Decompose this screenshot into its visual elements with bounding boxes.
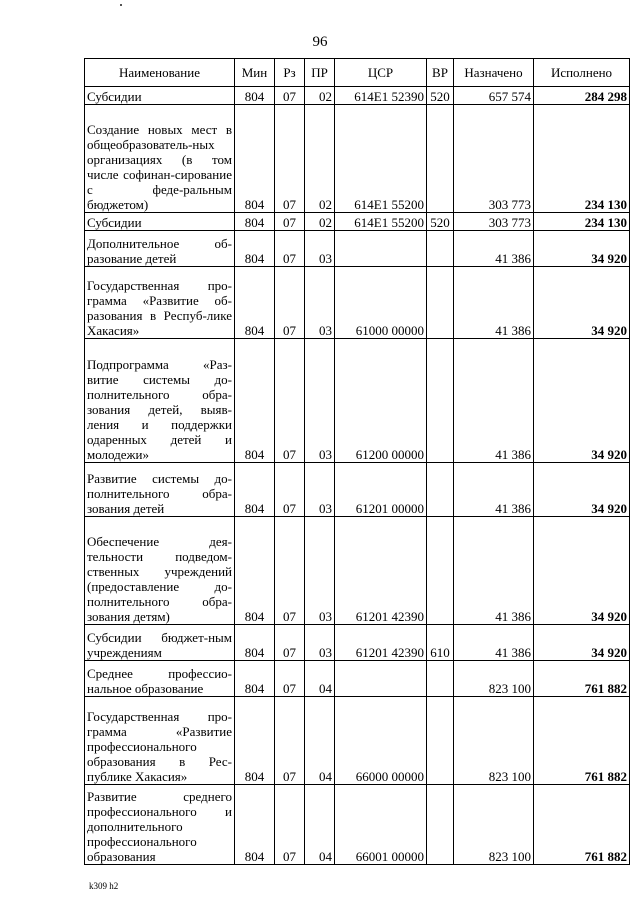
cell-pr: 03 xyxy=(305,625,335,661)
cell-pr: 04 xyxy=(305,661,335,697)
table-row xyxy=(85,625,630,661)
table-row xyxy=(85,213,630,231)
cell-rz: 07 xyxy=(275,267,305,339)
table-row xyxy=(85,87,630,105)
cell-pr: 03 xyxy=(305,231,335,267)
cell-rz: 07 xyxy=(275,105,305,213)
cell-name: Субсидии xyxy=(85,87,235,105)
table-row xyxy=(85,517,630,625)
cell-vr xyxy=(427,661,454,697)
cell-csr: 614Е1 55200 xyxy=(335,213,427,231)
cell-executed: 34 920 xyxy=(534,267,630,339)
table-row xyxy=(85,463,630,517)
cell-pr: 03 xyxy=(305,267,335,339)
cell-csr: 61201 00000 xyxy=(335,463,427,517)
page-number: 96 xyxy=(312,34,328,50)
cell-name: Среднее профессио-нальное образование xyxy=(85,661,235,697)
cell-rz: 07 xyxy=(275,463,305,517)
cell-rz: 07 xyxy=(275,339,305,463)
cell-vr: 610 xyxy=(427,625,454,661)
cell-assigned: 657 574 xyxy=(454,87,534,105)
cell-min: 804 xyxy=(235,661,275,697)
cell-rz: 07 xyxy=(275,87,305,105)
cell-rz: 07 xyxy=(275,625,305,661)
table-row xyxy=(85,661,630,697)
cell-rz: 07 xyxy=(275,661,305,697)
table-row xyxy=(85,105,630,213)
footer-code: k309 h2 xyxy=(89,881,119,891)
cell-rz: 07 xyxy=(275,213,305,231)
cell-name: Развитие системы до-полнительного обра-зования детей xyxy=(85,463,235,517)
cell-assigned: 41 386 xyxy=(454,339,534,463)
cell-vr xyxy=(427,697,454,785)
cell-pr: 02 xyxy=(305,105,335,213)
cell-assigned: 823 100 xyxy=(454,785,534,865)
table-row xyxy=(85,785,630,865)
cell-min: 804 xyxy=(235,517,275,625)
cell-min: 804 xyxy=(235,463,275,517)
cell-vr: 520 xyxy=(427,213,454,231)
cell-assigned: 41 386 xyxy=(454,231,534,267)
cell-csr: 614Е1 55200 xyxy=(335,105,427,213)
cell-assigned: 41 386 xyxy=(454,267,534,339)
cell-executed: 34 920 xyxy=(534,463,630,517)
cell-vr xyxy=(427,517,454,625)
col-header-executed: Исполнено xyxy=(534,59,630,87)
cell-min: 804 xyxy=(235,625,275,661)
cell-executed: 34 920 xyxy=(534,625,630,661)
col-header-rz: Рз xyxy=(275,59,305,87)
col-header-vr: ВР xyxy=(427,59,454,87)
cell-executed: 234 130 xyxy=(534,213,630,231)
cell-pr: 03 xyxy=(305,517,335,625)
cell-assigned: 823 100 xyxy=(454,697,534,785)
cell-executed: 761 882 xyxy=(534,697,630,785)
cell-executed: 234 130 xyxy=(534,105,630,213)
table-row xyxy=(85,267,630,339)
cell-rz: 07 xyxy=(275,231,305,267)
table-row xyxy=(85,339,630,463)
col-header-min: Мин xyxy=(235,59,275,87)
cell-executed: 34 920 xyxy=(534,517,630,625)
col-header-pr: ПР xyxy=(305,59,335,87)
cell-min: 804 xyxy=(235,697,275,785)
cell-pr: 02 xyxy=(305,87,335,105)
cell-name: Дополнительное об-разование детей xyxy=(85,231,235,267)
cell-csr: 614Е1 52390 xyxy=(335,87,427,105)
cell-min: 804 xyxy=(235,231,275,267)
cell-name: Государственная про-грамма «Развитие об-разования в Респуб-лике Хакасия» xyxy=(85,267,235,339)
scan-speck xyxy=(120,4,122,6)
cell-csr: 61201 42390 xyxy=(335,625,427,661)
col-header-csr: ЦСР xyxy=(335,59,427,87)
cell-csr xyxy=(335,231,427,267)
cell-executed: 34 920 xyxy=(534,339,630,463)
cell-csr: 61000 00000 xyxy=(335,267,427,339)
cell-executed: 34 920 xyxy=(534,231,630,267)
cell-vr xyxy=(427,105,454,213)
cell-rz: 07 xyxy=(275,517,305,625)
cell-pr: 03 xyxy=(305,463,335,517)
cell-csr: 61201 42390 xyxy=(335,517,427,625)
cell-name: Развитие среднего профессионального и дополнительного профессионального образования xyxy=(85,785,235,865)
cell-vr xyxy=(427,267,454,339)
cell-assigned: 303 773 xyxy=(454,213,534,231)
cell-min: 804 xyxy=(235,339,275,463)
cell-csr: 66000 00000 xyxy=(335,697,427,785)
cell-rz: 07 xyxy=(275,785,305,865)
table-row xyxy=(85,231,630,267)
cell-name: Создание новых мест в общеобразователь-ных организациях (в том числе софинан-сирование с феде-ральным бюджетом) xyxy=(85,105,235,213)
cell-min: 804 xyxy=(235,87,275,105)
cell-min: 804 xyxy=(235,213,275,231)
cell-pr: 03 xyxy=(305,339,335,463)
cell-assigned: 303 773 xyxy=(454,105,534,213)
cell-assigned: 41 386 xyxy=(454,463,534,517)
cell-name: Субсидии xyxy=(85,213,235,231)
cell-csr xyxy=(335,661,427,697)
cell-rz: 07 xyxy=(275,697,305,785)
cell-name: Субсидии бюджет-ным учреждениям xyxy=(85,625,235,661)
cell-min: 804 xyxy=(235,785,275,865)
cell-assigned: 41 386 xyxy=(454,625,534,661)
cell-executed: 761 882 xyxy=(534,785,630,865)
cell-assigned: 823 100 xyxy=(454,661,534,697)
cell-name: Обеспечение дея-тельности подведом-ственных учреждений (предоставление до-полнительного обра-зования детям) xyxy=(85,517,235,625)
cell-pr: 02 xyxy=(305,213,335,231)
cell-vr xyxy=(427,463,454,517)
cell-vr xyxy=(427,785,454,865)
col-header-assigned: Назначено xyxy=(454,59,534,87)
cell-assigned: 41 386 xyxy=(454,517,534,625)
cell-pr: 04 xyxy=(305,785,335,865)
cell-executed: 761 882 xyxy=(534,661,630,697)
cell-executed: 284 298 xyxy=(534,87,630,105)
budget-table xyxy=(84,58,630,865)
table-header-row xyxy=(85,59,630,87)
cell-csr: 61200 00000 xyxy=(335,339,427,463)
cell-min: 804 xyxy=(235,105,275,213)
cell-name: Государственная про-грамма «Развитие профессионального образования в Рес-публике Хакасия» xyxy=(85,697,235,785)
col-header-name: Наименование xyxy=(85,59,235,87)
cell-min: 804 xyxy=(235,267,275,339)
cell-vr: 520 xyxy=(427,87,454,105)
cell-vr xyxy=(427,339,454,463)
cell-name: Подпрограмма «Раз-витие системы до-полнительного обра-зования детей, выяв-ления и поддержки одаренных детей и молодежи» xyxy=(85,339,235,463)
cell-csr: 66001 00000 xyxy=(335,785,427,865)
cell-pr: 04 xyxy=(305,697,335,785)
table-row xyxy=(85,697,630,785)
cell-vr xyxy=(427,231,454,267)
